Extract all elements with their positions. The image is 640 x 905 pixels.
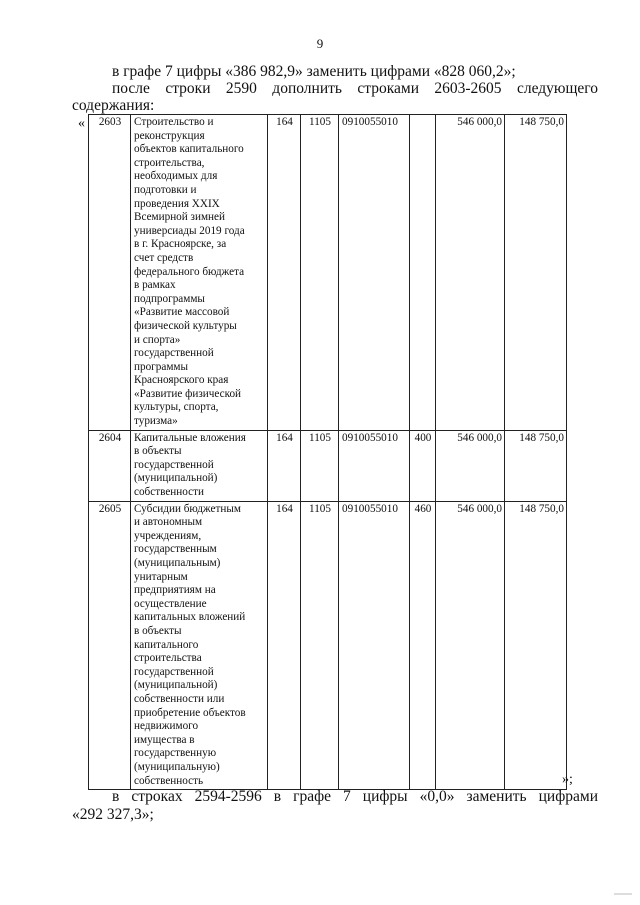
row-name-line: подготовки и xyxy=(134,183,197,196)
row-name-line: капитальных вложений xyxy=(134,611,246,624)
row-name-line: «Развитие массовой xyxy=(134,306,230,319)
expense-type-cell xyxy=(410,115,436,431)
row-name-line: строительства xyxy=(134,652,202,665)
paragraph-insert-rows-line2: содержания: xyxy=(72,97,155,114)
row-name-line: проведения XXIX xyxy=(134,197,220,210)
ministry-code-cell: 164 xyxy=(268,115,301,431)
row-name-line: имущества в xyxy=(134,733,195,746)
row-name-line: физической культуры xyxy=(134,319,237,332)
row-name-line: (муниципальной) xyxy=(134,472,218,485)
row-name-line: в рамках xyxy=(134,279,176,292)
row-name-line: и спорта» xyxy=(134,333,181,346)
row-name-line: в объекты xyxy=(134,445,182,458)
amount-cell-2: 148 750,0 xyxy=(505,501,567,789)
target-item-code-cell: 0910055010 xyxy=(339,115,410,431)
amount-cell-2: 148 750,0 xyxy=(505,115,567,431)
opening-quote: « xyxy=(78,116,85,131)
row-name-line: туризма» xyxy=(134,415,178,428)
row-name-line: учреждениям, xyxy=(134,529,202,542)
row-name-cell xyxy=(131,430,268,501)
row-name-cell xyxy=(131,501,268,789)
paragraph-replace-column7: в графе 7 цифры «386 982,9» заменить цифрами «828 060,2»; xyxy=(112,63,516,80)
row-name-line: предприятиям на xyxy=(134,584,216,597)
row-name-line: необходимых для xyxy=(134,170,218,183)
amount-cell-1: 546 000,0 xyxy=(436,430,505,501)
row-name-line: (муниципальным) xyxy=(134,557,221,569)
row-name-line: строительства, xyxy=(134,156,205,169)
page-number: 9 xyxy=(316,36,324,51)
row-name-cell xyxy=(131,115,268,431)
row-name-line: и автономным xyxy=(134,516,203,529)
table-row xyxy=(89,430,567,501)
row-name-line: счет средств xyxy=(134,251,194,264)
expense-type-cell: 400 xyxy=(410,430,436,501)
row-name-line: Строительство и xyxy=(134,116,214,128)
paragraph-replace-rows-line1: в строках 2594-2596 в графе 7 цифры «0,0» заменить цифрами xyxy=(112,788,598,805)
paragraph-insert-rows-line1: после строки 2590 дополнить строками 2603-2605 следующего xyxy=(112,80,598,97)
budget-table xyxy=(88,114,567,790)
row-name-line: (муниципальную) xyxy=(134,760,220,773)
row-number-cell: 2605 xyxy=(89,501,131,789)
row-name-line: недвижимого xyxy=(134,720,199,733)
row-name-line: государственным xyxy=(134,543,217,556)
row-name-line: «Развитие физической xyxy=(134,387,242,400)
ministry-code-cell: 164 xyxy=(268,430,301,501)
row-name-line: подпрограммы xyxy=(134,292,205,305)
row-name-line: объектов капитального xyxy=(134,143,244,156)
row-name-line: в объекты xyxy=(134,624,182,637)
row-name-line: собственности xyxy=(134,486,204,499)
row-name-line: Всемирной зимней xyxy=(134,211,225,224)
expense-type-cell: 460 xyxy=(410,501,436,789)
row-name-line: капитального xyxy=(134,638,199,651)
section-code-cell: 1105 xyxy=(301,430,339,501)
row-name-line: собственность xyxy=(134,774,204,787)
row-name-line: собственности или xyxy=(134,692,225,705)
row-name-line: приобретение объектов xyxy=(134,706,246,719)
row-name-line: государственную xyxy=(134,747,217,760)
row-name-line: государственной xyxy=(134,665,214,678)
target-item-code-cell: 0910055010 xyxy=(339,430,410,501)
row-number-cell: 2604 xyxy=(89,430,131,501)
paragraph-replace-rows-line2: «292 327,3»; xyxy=(72,806,154,823)
row-name-line: государственной xyxy=(134,347,214,360)
amount-cell-2: 148 750,0 xyxy=(505,430,567,501)
row-name-line: Капитальные вложения xyxy=(134,431,246,444)
row-name-line: унитарным xyxy=(134,570,188,583)
row-name-line: Субсидии бюджетным xyxy=(134,502,241,515)
row-name-line: реконструкция xyxy=(134,129,205,142)
row-number-cell: 2603 xyxy=(89,115,131,431)
row-name-line: Красноярского края xyxy=(134,374,229,387)
table-row xyxy=(89,501,567,789)
row-name-line: федерального бюджета xyxy=(134,265,245,278)
section-code-cell: 1105 xyxy=(301,115,339,431)
row-name-line: программы xyxy=(134,360,188,373)
section-code-cell: 1105 xyxy=(301,501,339,789)
ministry-code-cell: 164 xyxy=(268,501,301,789)
closing-quote: »; xyxy=(562,772,573,787)
row-name-line: универсиады 2019 года xyxy=(134,224,245,237)
row-name-line: культуры, спорта, xyxy=(134,401,219,414)
row-name-line: осуществление xyxy=(134,597,207,610)
table-row xyxy=(89,115,567,431)
target-item-code-cell: 0910055010 xyxy=(339,501,410,789)
amount-cell-1: 546 000,0 xyxy=(436,501,505,789)
amount-cell-1: 546 000,0 xyxy=(436,115,505,431)
scan-mark xyxy=(614,893,632,895)
row-name-line: в г. Красноярске, за xyxy=(134,238,227,251)
row-name-line: (муниципальной) xyxy=(134,679,218,692)
row-name-line: государственной xyxy=(134,458,214,471)
